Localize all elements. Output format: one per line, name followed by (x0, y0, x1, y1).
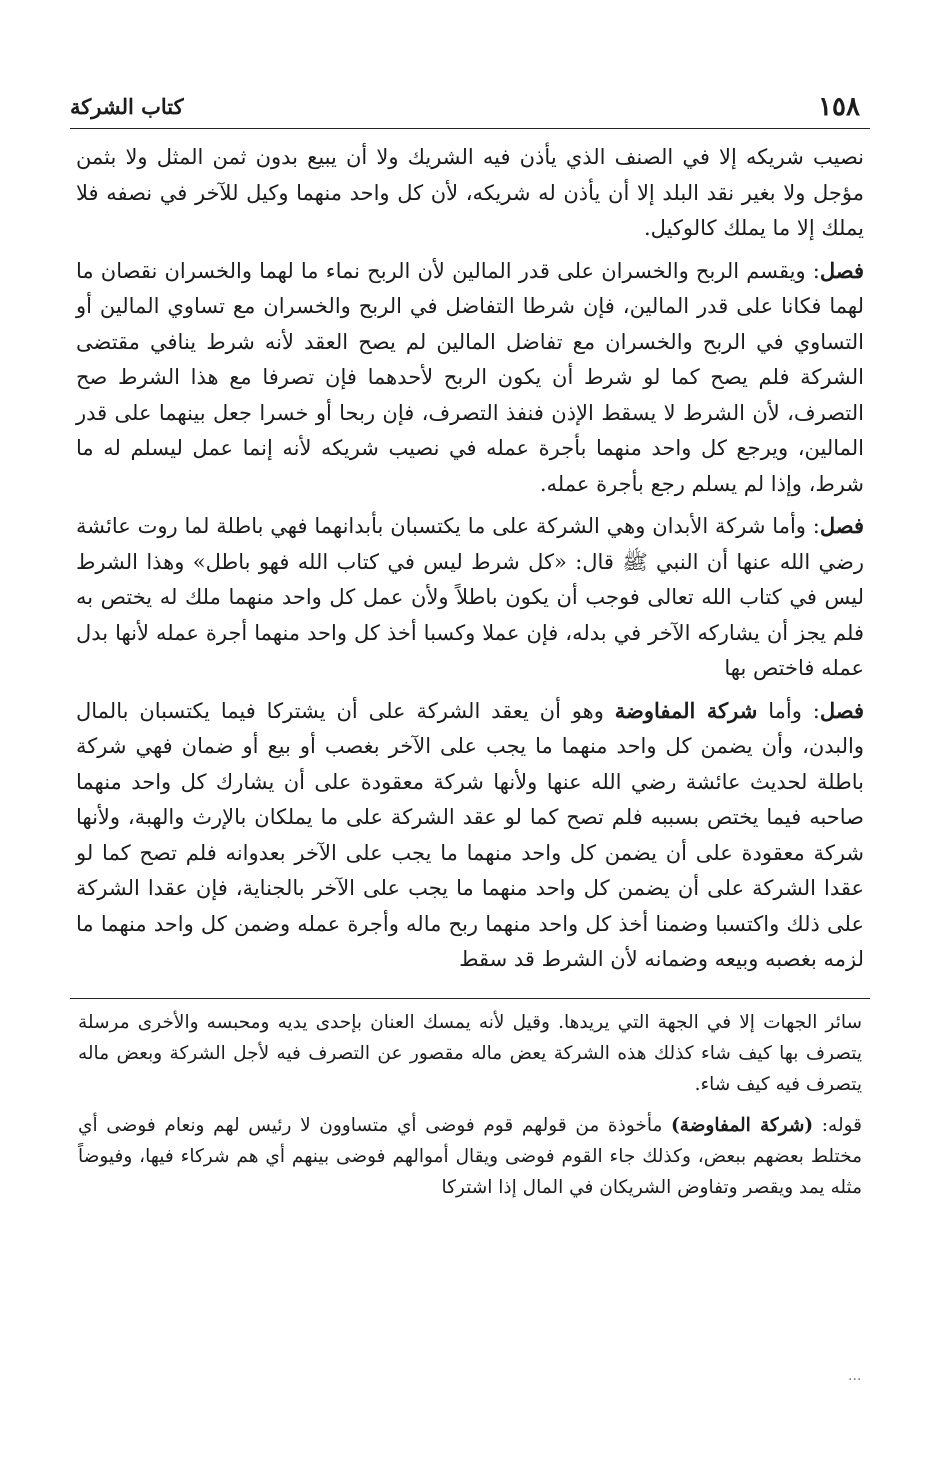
header-rule (70, 128, 870, 129)
running-title: كتاب الشركة (70, 94, 184, 119)
page-number: ١٥٨ (818, 92, 860, 122)
book-page (70, 88, 870, 1213)
paragraph-3 (76, 508, 864, 687)
footnote-2-term: (شركة المفاوضة) (671, 1114, 814, 1136)
paragraph-1 (76, 140, 864, 247)
footnote-1-text: سائر الجهات إلا في الجهة التي يريدها. وقيل لأنه يمسك العنان بإحدى يديه ومحبسه والأخرى مرسلة يتصرف بها كيف شاء كذلك هذه الشركة يعض ماله مقصور عن التصرف فيه لأجل الشركة وبعض ماله يتصرف فيه كيف شاء. (78, 1011, 862, 1095)
paragraph-4 (76, 693, 864, 978)
footnote-2-text: مأخوذة من قولهم قوم فوضى أي متساوون لا رئيس لهم ونعام فوضى أي مختلط بعضهم ببعض، وكذلك جاء القوم فوضى ويقال أموالهم فوضى بينهم أي هم شركاء فيها، وفيوضاً مثله يمد ويقصر وتفاوض الشريكان في المال إذا اشتركا (78, 1114, 862, 1198)
footnote-1 (78, 1007, 862, 1100)
footnotes (70, 1007, 870, 1203)
paragraph-4-term: شركة المفاوضة (614, 697, 758, 723)
footnote-rule (70, 998, 870, 999)
section-lead: فصل (819, 513, 864, 538)
paragraph-2-text: : ويقسم الربح والخسران على قدر المالين لأن الربح نماء ما لهما والخسران نقصان ما لهما فكانا على قدر المالين، فإن شرطا التفاضل في الربح والخسران مع تساوي المالين أو التساوي في الربح والخسران مع تفاضل المالين لم يصح العقد لأنه شرط ينافي مقتضى الشركة فلم يصح كما لو شرط أن يكون الربح لأحدهما فإن تصرفا مع هذا الشرط صح التصرف، لأن الشرط لا يسقط الإذن فنفذ التصرف، فإن ربحا أو خسرا جعل بينهما على قدر المالين، ويرجع كل واحد منهما بأجرة عمله في نصيب شريكه لأنه إنما عمل ليسلم له ما شرط، وإذا لم يسلم رجع بأجرة عمله. (76, 258, 864, 496)
section-lead: فصل (819, 257, 864, 283)
paragraph-3-text: : وأما شركة الأبدان وهي الشركة على ما يكتسبان بأبدانهما فهي باطلة لما روت عائشة رضي الله عنها أن النبي ﷺ قال: «كل شرط ليس في كتاب الله فهو باطل» وهذا الشرط ليس في كتاب الله تعالى فوجب أن يكون باطلاً ولأن عمل كل واحد منهما ملك له يختص به فلم يجز أن يشاركه الآخر في بدله، فإن عملا وكسبا أخذ كل واحد منهما أجرة عمله لأنها بدل عمله فاختص بها (76, 514, 864, 680)
footnote-2 (78, 1110, 862, 1203)
footnote-2-prefix: قوله: (813, 1114, 862, 1136)
paragraph-4-connector: : وأما (757, 698, 820, 723)
paragraph-2 (76, 253, 864, 503)
paragraph-4-text: وهو أن يعقد الشركة على أن يشتركا فيما يكتسبان بالمال والبدن، وأن يضمن كل واحد منهما ما يجب على الآخر بغصب أو بيع أو ضمان فهي شركة باطلة لحديث عائشة رضي الله عنها ولأنها شركة معقودة على أن يشارك كل واحد منهما صاحبه فيما يختص بسببه فلم تصح كما لو عقد الشركة على ما يملكان بالإرث والهبة، ولأنها شركة معقودة على أن يضمن كل واحد منهما ما يجب على الآخر بعدوانه فلم تصح كما لو عقدا الشركة على أن يضمن كل واحد منهما ما يجب على الآخر بالجناية، فإن عقدا الشركة على ذلك واكتسبا وضمنا أخذ كل واحد منهما ربح ماله وأجرة عمله وضمن كل واحد منهما ما لزمه بغصبه وبيعه وضمانه لأن الشرط قد سقط (76, 698, 864, 971)
paragraph-1-text: نصيب شريكه إلا في الصنف الذي يأذن فيه الشريك ولا أن يبيع بدون ثمن المثل ولا بثمن مؤجل ولا بغير نقد البلد إلا أن يأذن له شريكه، لأن كل واحد منهما وكيل للآخر في نصفه فلا يملك إلا ما يملك كالوكيل. (76, 145, 864, 240)
main-text (70, 140, 870, 978)
page-header (70, 88, 870, 128)
page-mark: ... (848, 1368, 862, 1384)
section-lead: فصل (819, 697, 864, 723)
